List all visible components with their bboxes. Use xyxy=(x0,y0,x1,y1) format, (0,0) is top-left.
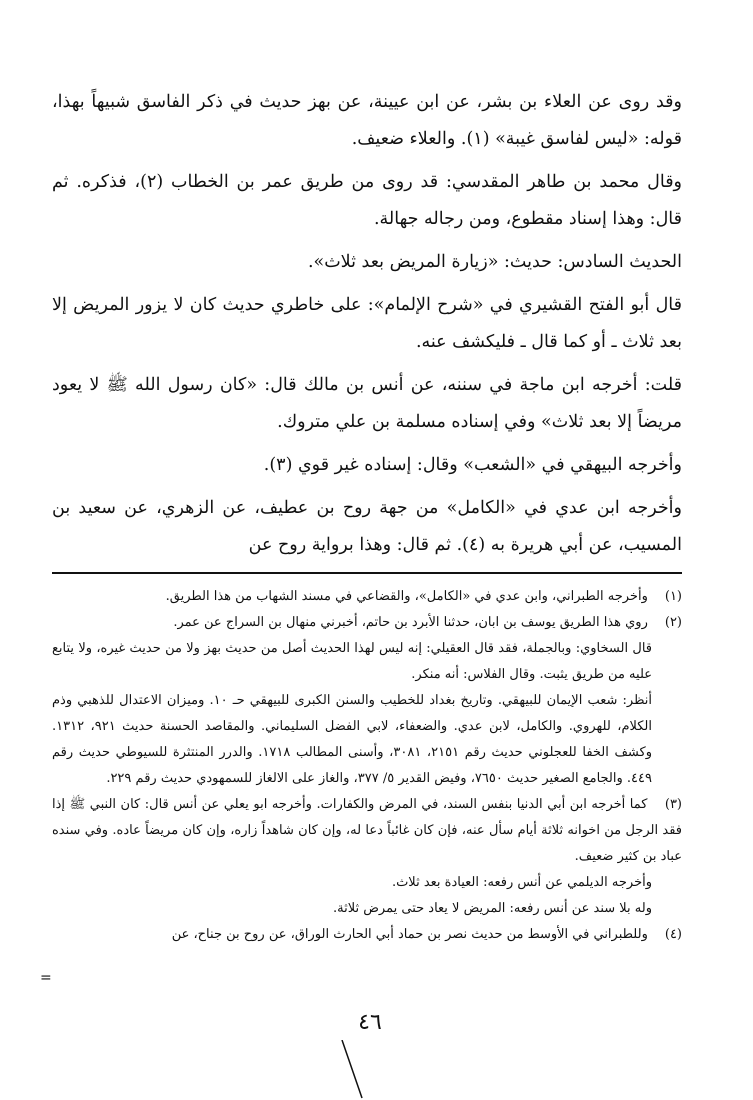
footnote-text: وأخرجه الطبراني، وابن عدي في «الكامل»، والقضاعي في مسند الشهاب من هذا الطريق. xyxy=(165,589,648,604)
page-body xyxy=(52,84,682,948)
footnote-3 xyxy=(52,792,682,870)
paragraph-6: وأخرجه البيهقي في «الشعب» وقال: إسناده غير قوي (٣). xyxy=(263,455,682,475)
footnote-2 xyxy=(52,610,682,636)
footnote-number: (٢) xyxy=(664,615,682,630)
footnote-divider xyxy=(52,572,682,574)
paragraph-3-heading: الحديث السادس: حديث: «زيارة المريض بعد ثلاث». xyxy=(307,252,682,272)
footnote-text: وللطبراني في الأوسط من حديث نصر بن حماد أبي الحارث الوراق، عن روح بن جناح، عن xyxy=(171,927,648,942)
footnote-2-continued: قال السخاوي: وبالجملة، فقد قال العقيلي: إنه ليس لهذا الحديث أصل من حديث بهز ولا من حديث غيره، ولا يتابع عليه من طريق يثبت. وقال الفلاس: أنه منكر. xyxy=(52,641,652,682)
footnote-2-references: أنظر: شعب الإيمان للبيهقي. وتاريخ بغداد للخطيب والسنن الكبرى للبيهقي حـ ١٠. وميزان الاعتدال للذهبي وذم الكلام، للهروي. والكامل، لابن عدي. والضعفاء، لابي الفضل السليماني. والمقاصد الحسنة حديث ٩٢١، ١٣١٢. وكشف الخفا للعجلوني حديث رقم ٢١٥١، ٣٠٨١، وأسنى المطالب ١٧١٨. والدرر المنتثرة للسيوطي حديث رقم ٤٤٩. والجامع الصغير حديث ٧٦٥٠، وفيض القدير ٥/ ٣٧٧، والغاز على الالغاز للسمهودي حديث رقم ٢٢٩. xyxy=(52,693,653,786)
paragraph-2: وقال محمد بن طاهر المقدسي: قد روى من طريق عمر بن الخطاب (٢)، فذكره. ثم قال: وهذا إسناد مقطوع، ومن رجاله جهالة. xyxy=(52,172,683,229)
footnote-number: (١) xyxy=(664,589,682,604)
paragraph-4: قال أبو الفتح القشيري في «شرح الإلمام»: على خاطري حديث كان لا يزور المريض إلا بعد ثلاث ـ أو كما قال ـ فليكشف عنه. xyxy=(52,295,682,352)
footnote-text: روي هذا الطريق يوسف بن ابان، حدثنا الأبرد بن حاتم، أخبرني منهال بن السراج عن عمر. xyxy=(173,615,648,630)
paragraph-1: وقد روى عن العلاء بن بشر، عن ابن عيينة، عن بهز حديث في ذكر الفاسق شبيهاً بهذا، قوله: «ليس لفاسق غيبة» (١). والعلاء ضعيف. xyxy=(52,92,682,149)
footnote-text: كما أخرجه ابن أبي الدنيا بنفس السند، في المرض والكفارات. وأخرجه ابو يعلي عن أنس قال: كان النبي ﷺ إذا فقد الرجل من اخوانه ثلاثة أيام سأل عنه، فإن كان غائباً دعا له، وإن كان شاهداً زاره، وإن كان مريضاً عاده. وفي سنده عباد بن كثير ضعيف. xyxy=(52,797,682,864)
continuation-mark: = xyxy=(40,970,52,986)
footnote-number: (٤) xyxy=(664,927,682,942)
footnote-1 xyxy=(52,584,682,610)
paragraph-5: قلت: أخرجه ابن ماجة في سننه، عن أنس بن مالك قال: «كان رسول الله ﷺ لا يعود مريضاً إلا بعد ثلاث» وفي إسناده مسلمة بن علي متروك. xyxy=(52,375,682,432)
page-slash-mark xyxy=(328,1040,388,1100)
footnote-3-continued-2: وله بلا سند عن أنس رفعه: المريض لا يعاد حتى يمرض ثلاثة. xyxy=(332,901,652,916)
footnote-number: (٣) xyxy=(664,797,682,812)
paragraph-7: وأخرجه ابن عدي في «الكامل» من جهة روح بن عطيف، عن الزهري، عن سعيد بن المسيب، عن أبي هريرة به (٤). ثم قال: وهذا برواية روح عن xyxy=(52,498,682,555)
footnote-3-continued-1: وأخرجه الديلمي عن أنس رفعه: العيادة بعد ثلاث. xyxy=(391,875,652,890)
footnote-4 xyxy=(52,922,682,948)
page-number: ٤٦ xyxy=(358,1010,382,1035)
